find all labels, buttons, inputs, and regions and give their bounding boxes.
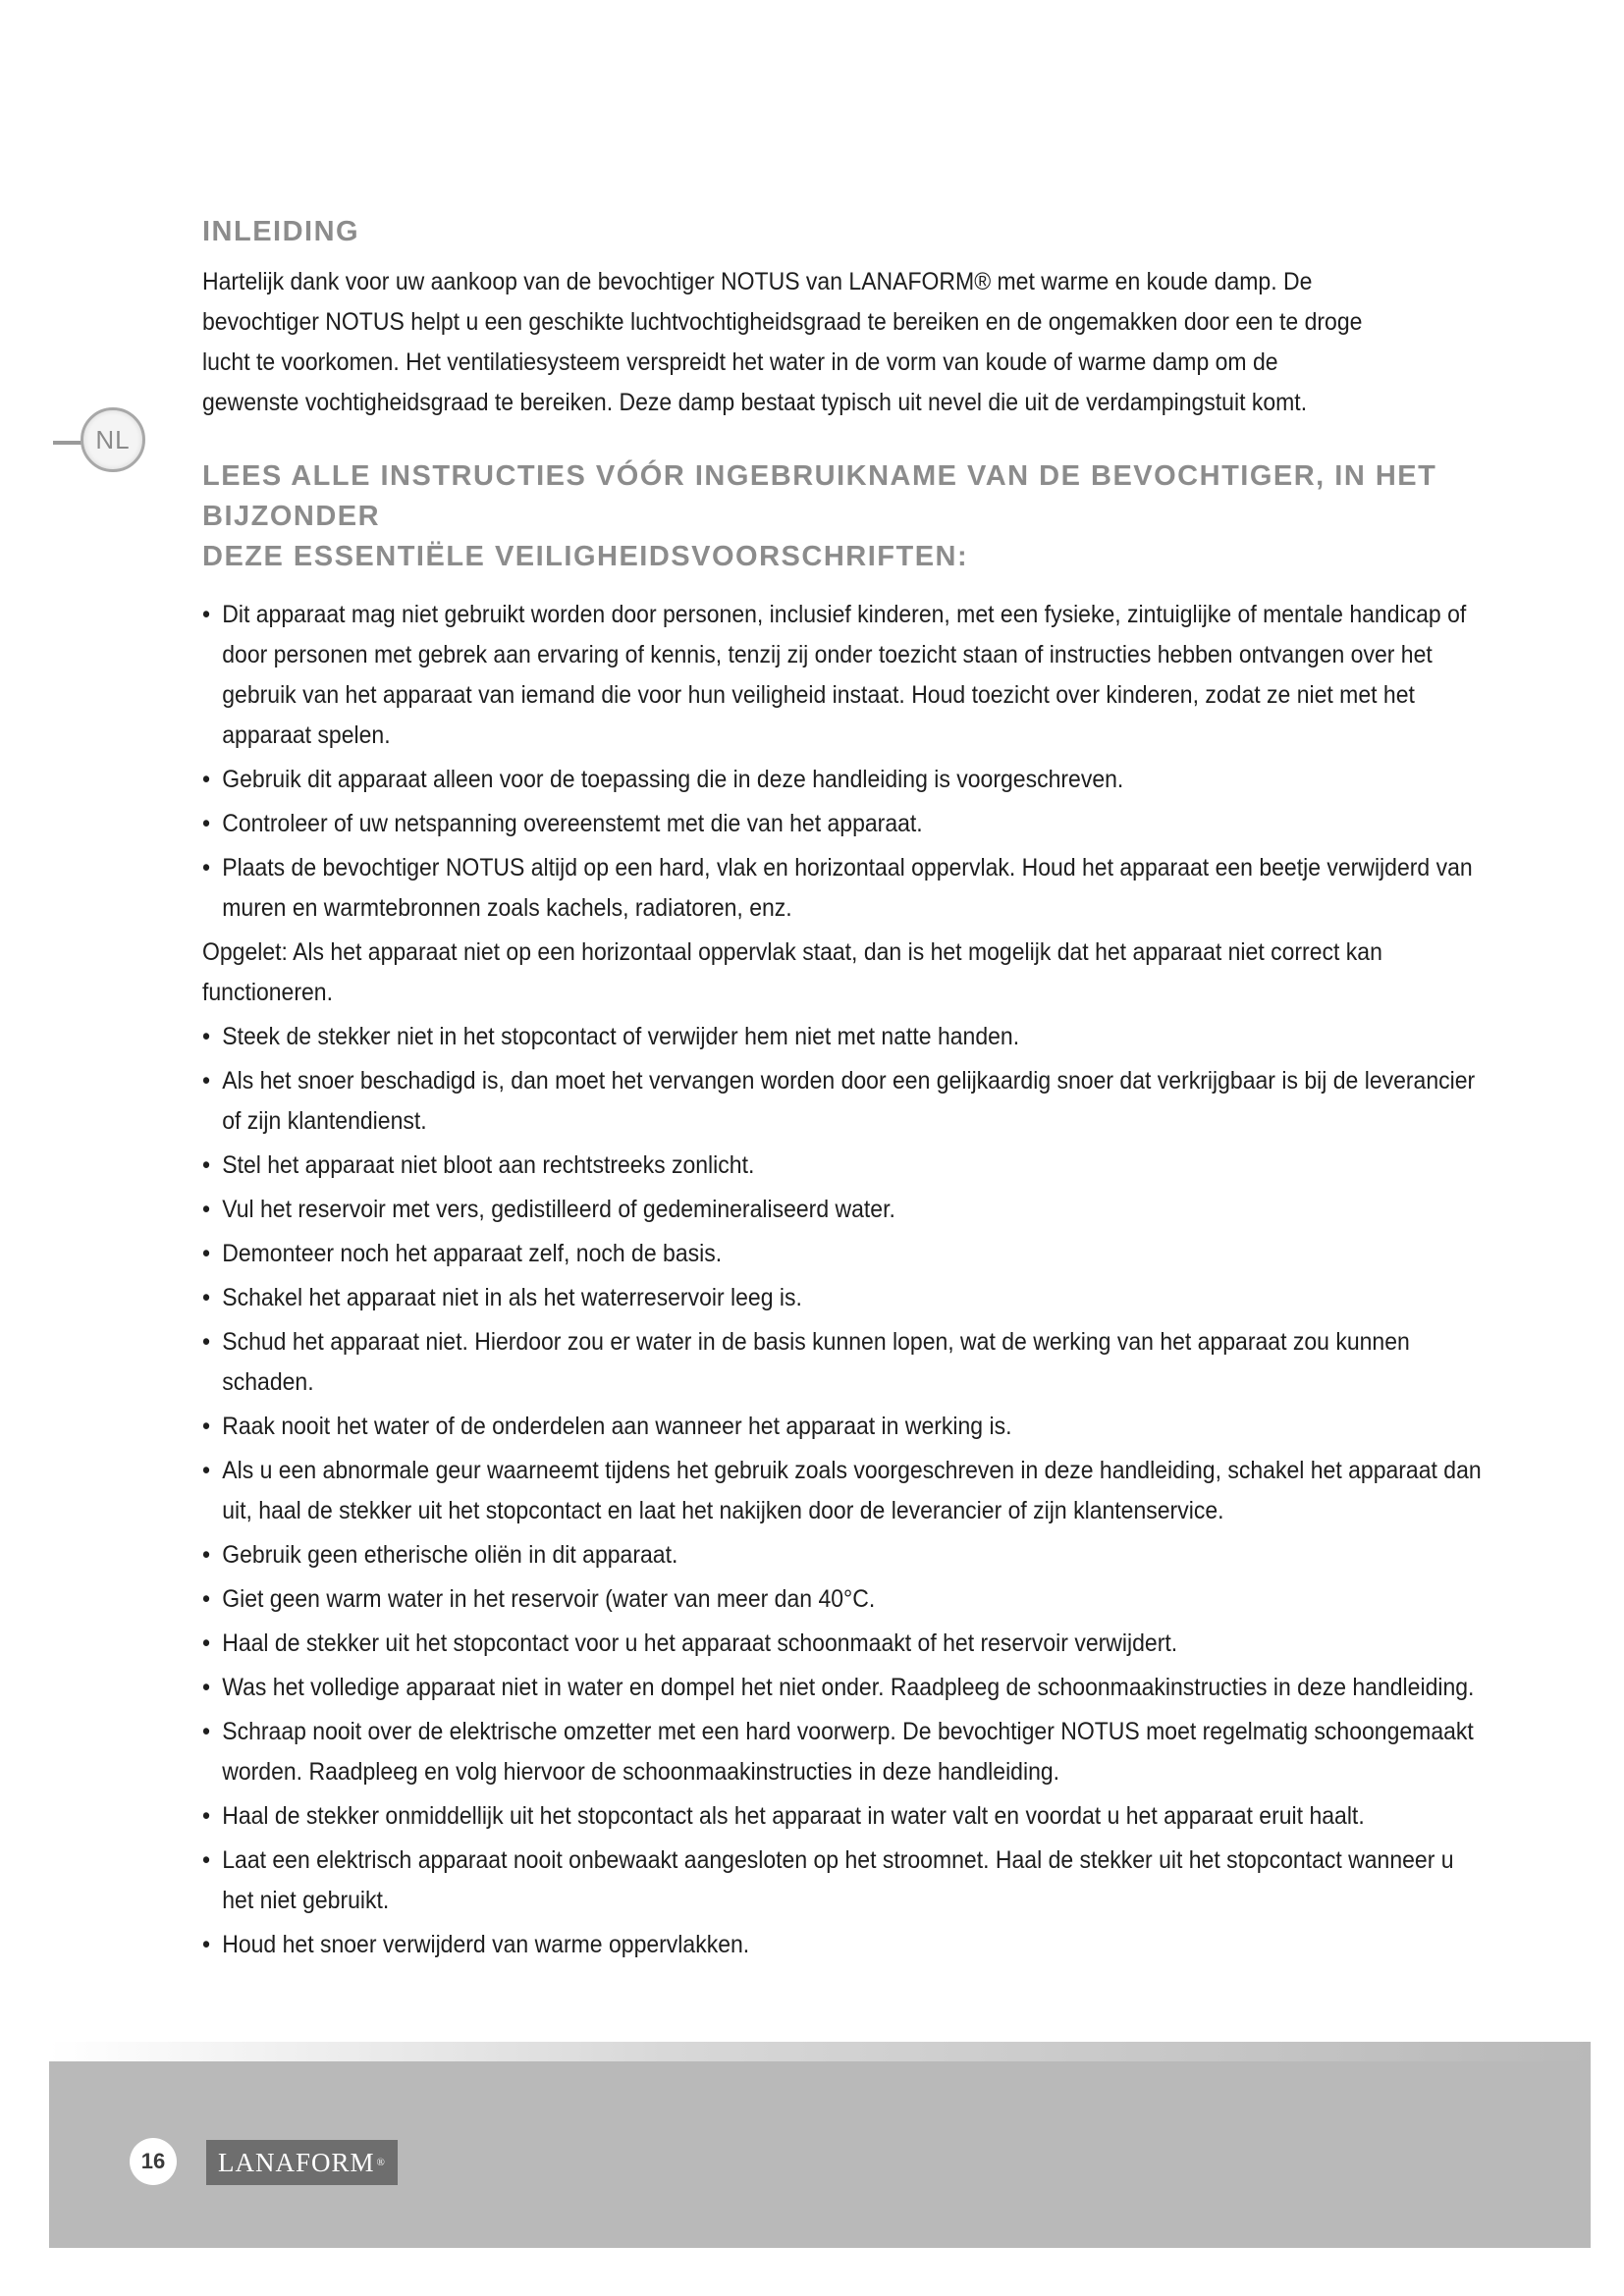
bullet-icon: • [202,1067,211,1095]
bullet-icon: • [202,1541,211,1570]
intro-line: bevochtiger NOTUS helpt u een geschikte luchtvochtigheidsgraad te bereiken en de ongemakken door een te droge [202,308,1363,337]
instruction-text: Stel het apparaat niet bloot aan rechtstreeks zonlicht. [222,1151,755,1180]
safety-instruction [202,1624,1487,1664]
instruction-text: Raak nooit het water of de onderdelen aan wanneer het apparaat in werking is. [222,1413,1012,1441]
safety-instruction [202,1535,1487,1575]
safety-instruction [202,1925,1487,1965]
instruction-text: Schud het apparaat niet. Hierdoor zou er water in de basis kunnen lopen, wat de werking van het apparaat zou kunnen schaden. [222,1328,1410,1397]
safety-title-line-2: DEZE ESSENTIËLE VEILIGHEIDSVOORSCHRIFTEN: [202,541,969,573]
safety-instruction [202,1712,1487,1792]
instruction-text: Als u een abnormale geur waarneemt tijdens het gebruik zoals voorgeschreven in deze handleiding, schakel het apparaat dan uit, haal de stekker uit het stopcontact en laat het nakijken door de leverancier of zijn klantenservice. [222,1457,1482,1525]
safety-instruction [202,848,1487,929]
intro-line: Hartelijk dank voor uw aankoop van de bevochtiger NOTUS van LANAFORM® met warme en koude damp. De [202,268,1313,296]
instruction-text: Als het snoer beschadigd is, dan moet het vervangen worden door een gelijkaardig snoer dat verkrijgbaar is bij de leverancier of zijn klantendienst. [222,1067,1476,1136]
instruction-text: Gebruik dit apparaat alleen voor de toepassing die in deze handleiding is voorgeschreven. [222,766,1124,794]
language-tab-label: NL [81,407,145,472]
safety-instruction [202,804,1487,844]
safety-instruction [202,1451,1487,1531]
intro-line: gewenste vochtigheidsgraad te bereiken. Deze damp bestaat typisch uit nevel die uit de verdampingstuit komt. [202,389,1308,417]
bullet-icon: • [202,854,211,882]
safety-instruction [202,760,1487,800]
safety-instruction [202,1579,1487,1620]
brand-logo [206,2140,398,2185]
instruction-text: Plaats de bevochtiger NOTUS altijd op een hard, vlak en horizontaal oppervlak. Houd het apparaat een beetje verwijderd van muren en warmtebronnen zoals kachels, radiatoren, enz. [222,854,1473,923]
safety-instruction [202,1017,1487,1057]
bullet-icon: • [202,1196,211,1224]
safety-instruction [202,1668,1487,1708]
bullet-icon: • [202,1585,211,1614]
instruction-text: Haal de stekker onmiddellijk uit het stopcontact als het apparaat in water valt en voordat u het apparaat eruit haalt. [222,1802,1365,1831]
bullet-icon: • [202,810,211,838]
safety-list [202,595,1482,1965]
instruction-text: Vul het reservoir met vers, gedistilleerd of gedemineraliseerd water. [222,1196,895,1224]
instruction-text: Giet geen warm water in het reservoir (water van meer dan 40°C. [222,1585,876,1614]
footer-fade [49,2042,1591,2061]
bullet-icon: • [202,601,211,629]
bullet-icon: • [202,1328,211,1357]
instruction-text: Was het volledige apparaat niet in water en dompel het niet onder. Raadpleeg de schoonmaakinstructies in deze handleiding. [222,1674,1475,1702]
bullet-icon: • [202,766,211,794]
safety-title [202,456,1449,577]
bullet-icon: • [202,1284,211,1312]
intro-line: lucht te voorkomen. Het ventilatiesysteem verspreidt het water in de vorm van koude of warme damp om de [202,348,1278,377]
safety-instruction [202,1061,1487,1142]
bullet-icon: • [202,1718,211,1746]
instruction-text: Houd het snoer verwijderd van warme oppervlakken. [222,1931,750,1959]
instruction-text: Haal de stekker uit het stopcontact voor u het apparaat schoonmaakt of het reservoir verwijdert. [222,1629,1178,1658]
instruction-text: Laat een elektrisch apparaat nooit onbewaakt aangesloten op het stroomnet. Haal de stekker uit het stopcontact wanneer u het niet gebruikt. [222,1846,1454,1915]
brand-name: LANAFORM [218,2147,375,2177]
safety-instruction [202,1278,1487,1318]
instruction-text: Controleer of uw netspanning overeenstemt met die van het apparaat. [222,810,923,838]
safety-note [202,933,1467,1013]
instruction-text: Dit apparaat mag niet gebruikt worden door personen, inclusief kinderen, met een fysieke, zintuiglijke of mentale handicap of door personen met gebrek aan ervaring of kennis, tenzij zij onder toezicht staan of instructies hebben ontvangen over het gebruik van het apparaat van iemand die voor hun veiligheid instaat. Houd toezicht over kinderen, zodat ze niet met het apparaat spelen. [222,601,1467,750]
intro-title: INLEIDING [202,216,360,247]
bullet-icon: • [202,1629,211,1658]
bullet-icon: • [202,1413,211,1441]
safety-instruction [202,1234,1487,1274]
instruction-text: Demonteer noch het apparaat zelf, noch de basis. [222,1240,723,1268]
safety-instruction [202,1146,1487,1186]
bullet-icon: • [202,1802,211,1831]
intro-paragraph [202,262,1449,423]
bullet-icon: • [202,1846,211,1875]
instruction-text: Gebruik geen etherische oliën in dit apparaat. [222,1541,678,1570]
instruction-text: Opgelet: Als het apparaat niet op een horizontaal oppervlak staat, dan is het mogelijk dat het apparaat niet correct kan functioneren. [202,938,1382,1007]
bullet-icon: • [202,1931,211,1959]
safety-instruction [202,1841,1487,1921]
safety-instruction [202,1322,1487,1403]
page-number: 16 [130,2138,177,2185]
bullet-icon: • [202,1674,211,1702]
safety-instruction [202,1796,1487,1837]
instruction-text: Schakel het apparaat niet in als het waterreservoir leeg is. [222,1284,802,1312]
instruction-text: Schraap nooit over de elektrische omzetter met een hard voorwerp. De bevochtiger NOTUS moet regelmatig schoongemaakt worden. Raadpleeg en volg hiervoor de schoonmaakinstructies in deze handleiding. [222,1718,1474,1787]
brand-registered-mark: ® [376,2157,386,2168]
language-tab [53,407,161,476]
safety-title-line-1: LEES ALLE INSTRUCTIES VÓÓR INGEBRUIKNAME VAN DE BEVOCHTIGER, IN HET BIJZONDER [202,460,1437,533]
safety-instruction [202,595,1487,756]
bullet-icon: • [202,1240,211,1268]
bullet-icon: • [202,1023,211,1051]
safety-instruction [202,1190,1487,1230]
bullet-icon: • [202,1457,211,1485]
page-content [202,216,1482,1969]
bullet-icon: • [202,1151,211,1180]
instruction-text: Steek de stekker niet in het stopcontact of verwijder hem niet met natte handen. [222,1023,1020,1051]
safety-instruction [202,1407,1487,1447]
